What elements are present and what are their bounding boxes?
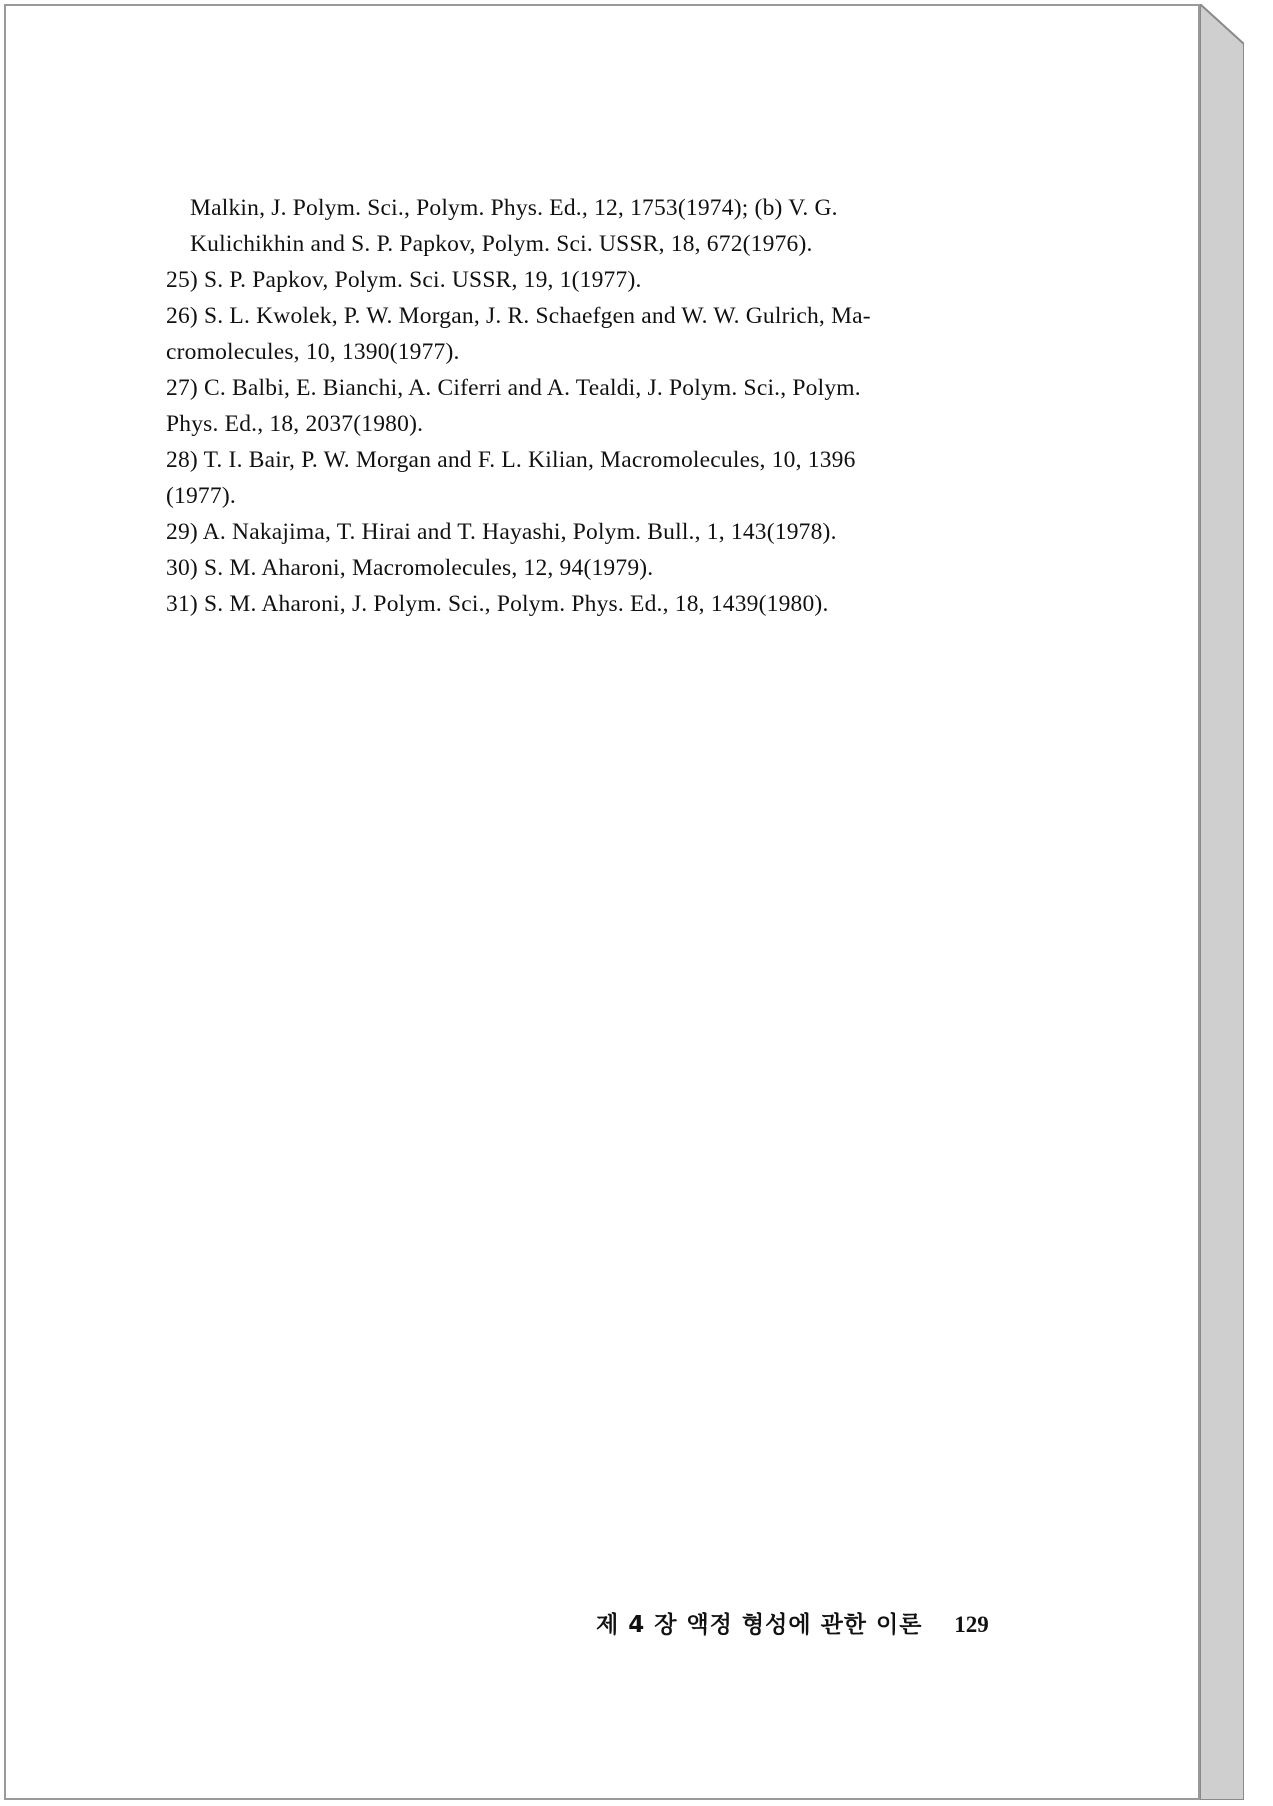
reference-entry-24-continued xyxy=(166,190,1026,262)
reference-number: 31) xyxy=(166,591,198,617)
reference-line: S. L. Kwolek, P. W. Morgan, J. R. Schaefgen and W. W. Gulrich, Ma- xyxy=(204,303,871,329)
reference-line: S. M. Aharoni, Macromolecules, 12, 94(1979). xyxy=(204,555,654,581)
reference-line: T. I. Bair, P. W. Morgan and F. L. Kilian, Macromolecules, 10, 1396 xyxy=(203,447,856,473)
reference-line: C. Balbi, E. Bianchi, A. Ciferri and A. Tealdi, J. Polym. Sci., Polym. xyxy=(204,375,861,401)
reference-number: 27) xyxy=(166,375,198,401)
reference-line: S. M. Aharoni, J. Polym. Sci., Polym. Phys. Ed., 18, 1439(1980). xyxy=(204,591,829,617)
reference-number: 30) xyxy=(166,555,198,581)
reference-line: cromolecules, 10, 1390(1977). xyxy=(166,339,460,365)
reference-line: S. P. Papkov, Polym. Sci. USSR, 19, 1(1977). xyxy=(204,267,642,293)
reference-entry-30 xyxy=(142,550,1026,586)
reference-entry-26 xyxy=(142,298,1026,370)
page-edge-shading xyxy=(1200,4,1244,1800)
reference-number: 29) xyxy=(166,519,198,545)
reference-number: 26) xyxy=(166,303,198,329)
reference-entry-25 xyxy=(142,262,1026,298)
page-number: 129 xyxy=(954,1612,989,1637)
reference-line: (1977). xyxy=(166,483,236,509)
reference-line: Phys. Ed., 18, 2037(1980). xyxy=(166,411,424,437)
reference-entry-29 xyxy=(142,514,1026,550)
reference-entry-31 xyxy=(142,586,1026,622)
reference-entry-27 xyxy=(142,370,1026,442)
reference-line: A. Nakajima, T. Hirai and T. Hayashi, Polym. Bull., 1, 143(1978). xyxy=(202,519,837,545)
page-footer xyxy=(596,1606,1016,1646)
chapter-title: 제 4 장 액정 형성에 관한 이론 xyxy=(596,1612,923,1638)
reference-entry-28 xyxy=(142,442,1026,514)
reference-list xyxy=(166,190,1026,622)
reference-line: Malkin, J. Polym. Sci., Polym. Phys. Ed., 12, 1753(1974); (b) V. G. xyxy=(190,195,838,221)
reference-line: Kulichikhin and S. P. Papkov, Polym. Sci. USSR, 18, 672(1976). xyxy=(190,231,813,257)
reference-number: 28) xyxy=(166,447,198,473)
reference-number: 25) xyxy=(166,267,198,293)
